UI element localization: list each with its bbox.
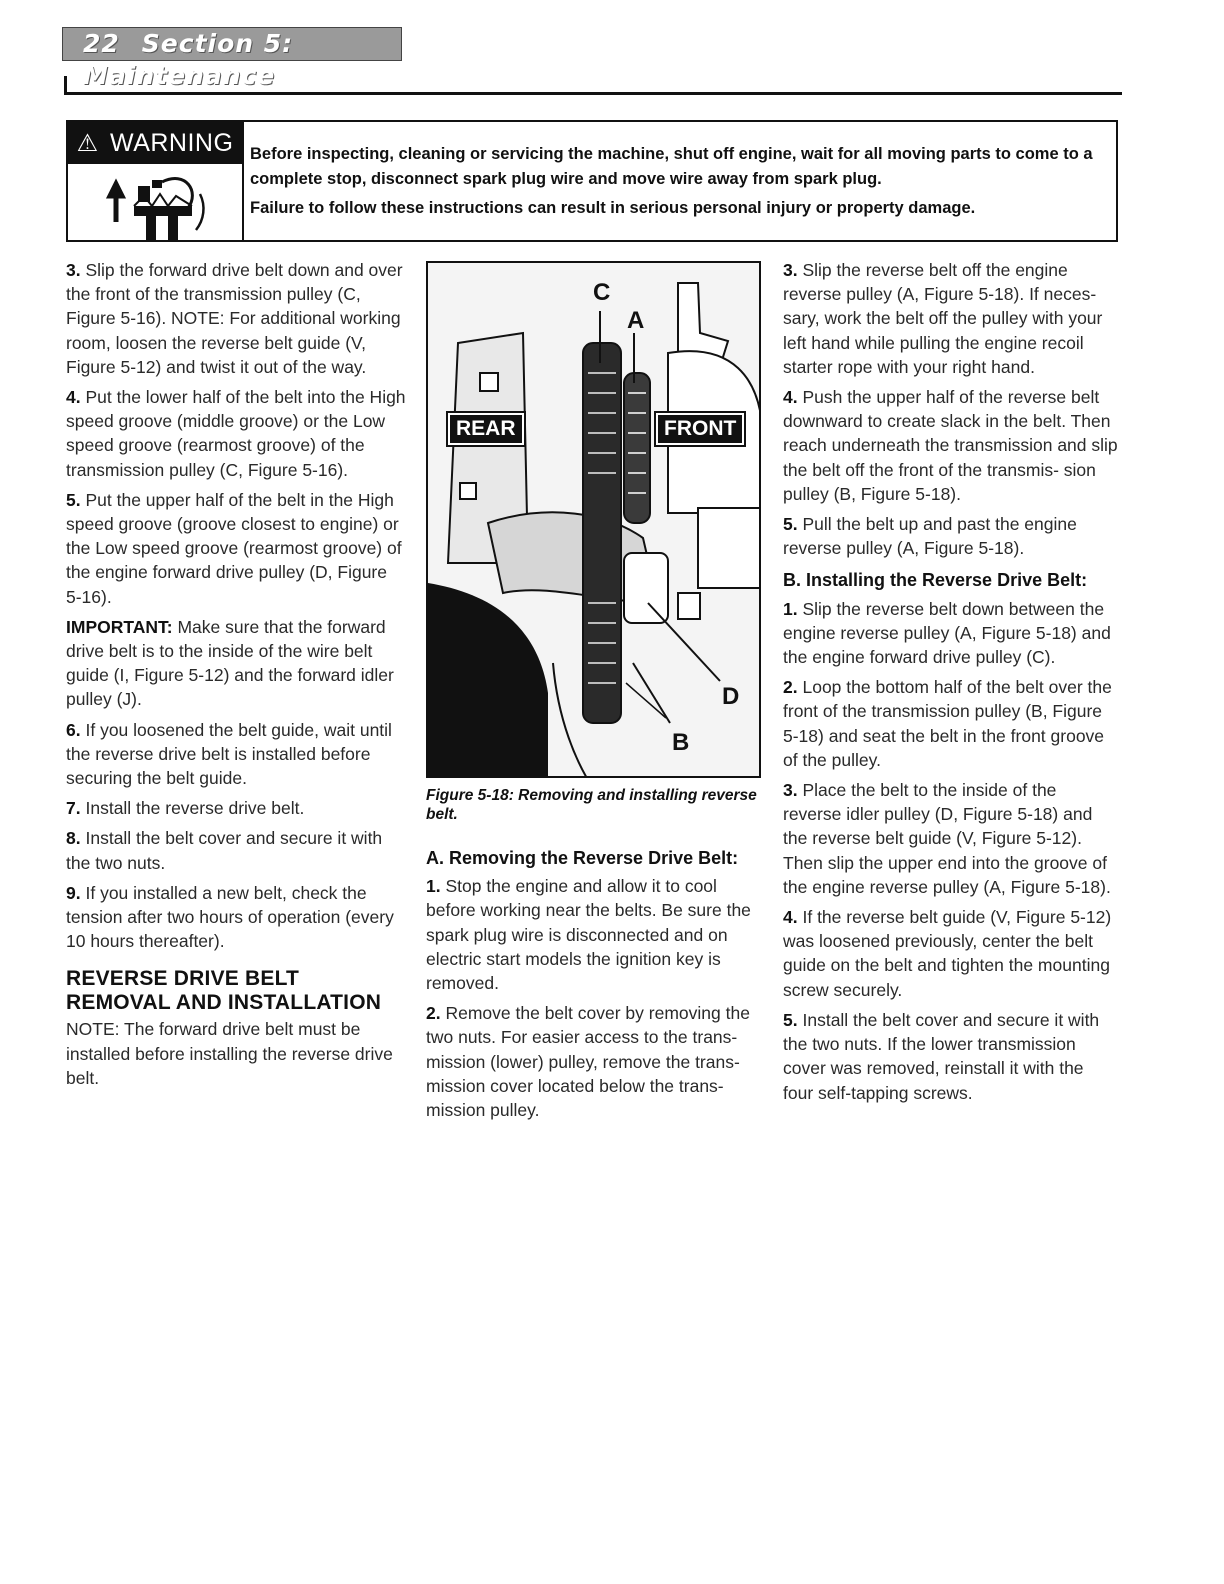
page-number: 22 xyxy=(83,29,120,58)
heading-installing-reverse-belt: B. Installing the Reverse Drive Belt: xyxy=(783,570,1088,591)
important-note: IMPORTANT: Make sure that the forward drive belt is to the inside of the wire belt guide (I, Figure 5-12) and the forward idler pulley (J). xyxy=(66,616,394,710)
install-step-2: 2. Loop the bottom half of the belt over the front of the transmission pulley (B, Figure 5-18) and seat the belt in the front groove of the pulley. xyxy=(783,677,1112,770)
figure-label-b: B xyxy=(672,729,690,756)
column-right xyxy=(783,258,1118,1111)
heading-removing-reverse-belt: A. Removing the Reverse Drive Belt: xyxy=(426,848,739,868)
section-title: Section 5: Maintenance xyxy=(83,29,294,90)
figure-front-label: FRONT xyxy=(656,413,744,445)
section-header-banner xyxy=(62,27,402,90)
step-7: 7. Install the reverse drive belt. xyxy=(66,798,305,819)
belt-diagram xyxy=(428,263,761,778)
warning-label xyxy=(68,122,242,164)
step-9: 9. If you installed a new belt, check the tension after two hours of operation (every 10 hours thereafter). xyxy=(66,882,394,952)
warning-line-2: Failure to follow these instructions can result in serious personal injury or property damage. xyxy=(250,199,976,217)
figure-5-18 xyxy=(426,261,761,778)
install-step-1: 1. Slip the reverse belt down between the engine reverse pulley (A, Figure 5-18) and the engine forward drive pulley (C). xyxy=(783,598,1111,668)
step-8: 8. Install the belt cover and secure it with the two nuts. xyxy=(66,828,383,873)
column-middle xyxy=(426,786,761,1128)
figure-label-a: A xyxy=(627,307,645,334)
section-heading: REVERSE DRIVE BELT REMOVAL AND INSTALLATION xyxy=(66,967,382,1015)
remove-step-3: 3. Slip the reverse belt off the engine reverse pulley (A, Figure 5-18). If neces- sary, work the belt off the pulley with your left hand while pulling the engine recoil starter rope with your right hand. xyxy=(783,260,1103,377)
install-step-4: 4. If the reverse belt guide (V, Figure 5-12) was loosened previously, center the belt guide on the belt and tighten the mounting screw securely. xyxy=(783,907,1112,1000)
warning-box xyxy=(66,120,1118,242)
remove-step-1: 1. Stop the engine and allow it to cool before working near the belts. Be sure the spark plug wire is disconnected and on electric start models the ignition key is removed. xyxy=(426,876,751,994)
remove-step-4: 4. Push the upper half of the reverse belt downward to create slack in the belt. Then reach underneath the transmission and slip the belt off the front of the transmis- sion pulley (B, Figure 5-18). xyxy=(783,387,1118,504)
step-5: 5. Put the upper half of the belt in the High speed groove (groove closest to engine) or the Low speed groove (rearmost groove) of the engine forward drive pulley (D, Figure 5-16). xyxy=(66,489,402,607)
install-step-3: 3. Place the belt to the inside of the reverse idler pulley (D, Figure 5-18) and the reverse belt guide (V, Figure 5-12). Then slip the upper end into the groove of the engine reverse pulley (A, Figure 5-18). xyxy=(783,780,1111,897)
warning-text xyxy=(250,142,1112,225)
figure-rear-label: REAR xyxy=(448,413,524,445)
step-6: 6. If you loosened the belt guide, wait until the reverse drive belt is installed before securing the belt guide. xyxy=(66,719,392,789)
warning-label-text: WARNING xyxy=(110,129,234,157)
figure-caption: Figure 5-18: Removing and installing reverse belt. xyxy=(426,787,757,823)
figure-label-c: C xyxy=(593,279,611,306)
remove-step-5: 5. Pull the belt up and past the engine reverse pulley (A, Figure 5-18). xyxy=(783,514,1077,559)
step-4: 4. Put the lower half of the belt into the High speed groove (middle groove) or the Low speed groove (rearmost groove) of the transmission pulley (C, Figure 5-16). xyxy=(66,387,406,480)
remove-step-2: 2. Remove the belt cover by removing the two nuts. For easier access to the trans- mission (lower) pulley, remove the trans- mission cover located below the trans- mission pulley. xyxy=(426,1003,750,1121)
warning-line-1: Before inspecting, cleaning or servicing the machine, shut off engine, wait for all moving parts to come to a complete stop, disconnect spark plug wire and move wire away from spark plug. xyxy=(250,145,1093,188)
warning-triangle-icon: ⚠ xyxy=(76,130,99,157)
column-left xyxy=(66,258,406,1096)
figure-label-d: D xyxy=(722,683,740,710)
install-step-5: 5. Install the belt cover and secure it with the two nuts. If the lower transmission cover was removed, reinstall it with the four self-tapping screws. xyxy=(783,1009,1100,1103)
warning-panel xyxy=(68,122,244,240)
step-3: 3. Slip the forward drive belt down and over the front of the transmission pulley (C, Figure 5-16). NOTE: For additional working room, loosen the reverse belt guide (V, Figure 5-12) and twist it out of the way. xyxy=(66,260,403,377)
header-rule xyxy=(64,92,1122,95)
section-note: NOTE: The forward drive belt must be installed before installing the reverse drive belt. xyxy=(66,1019,393,1088)
spark-plug-disconnect-icon xyxy=(104,166,214,240)
